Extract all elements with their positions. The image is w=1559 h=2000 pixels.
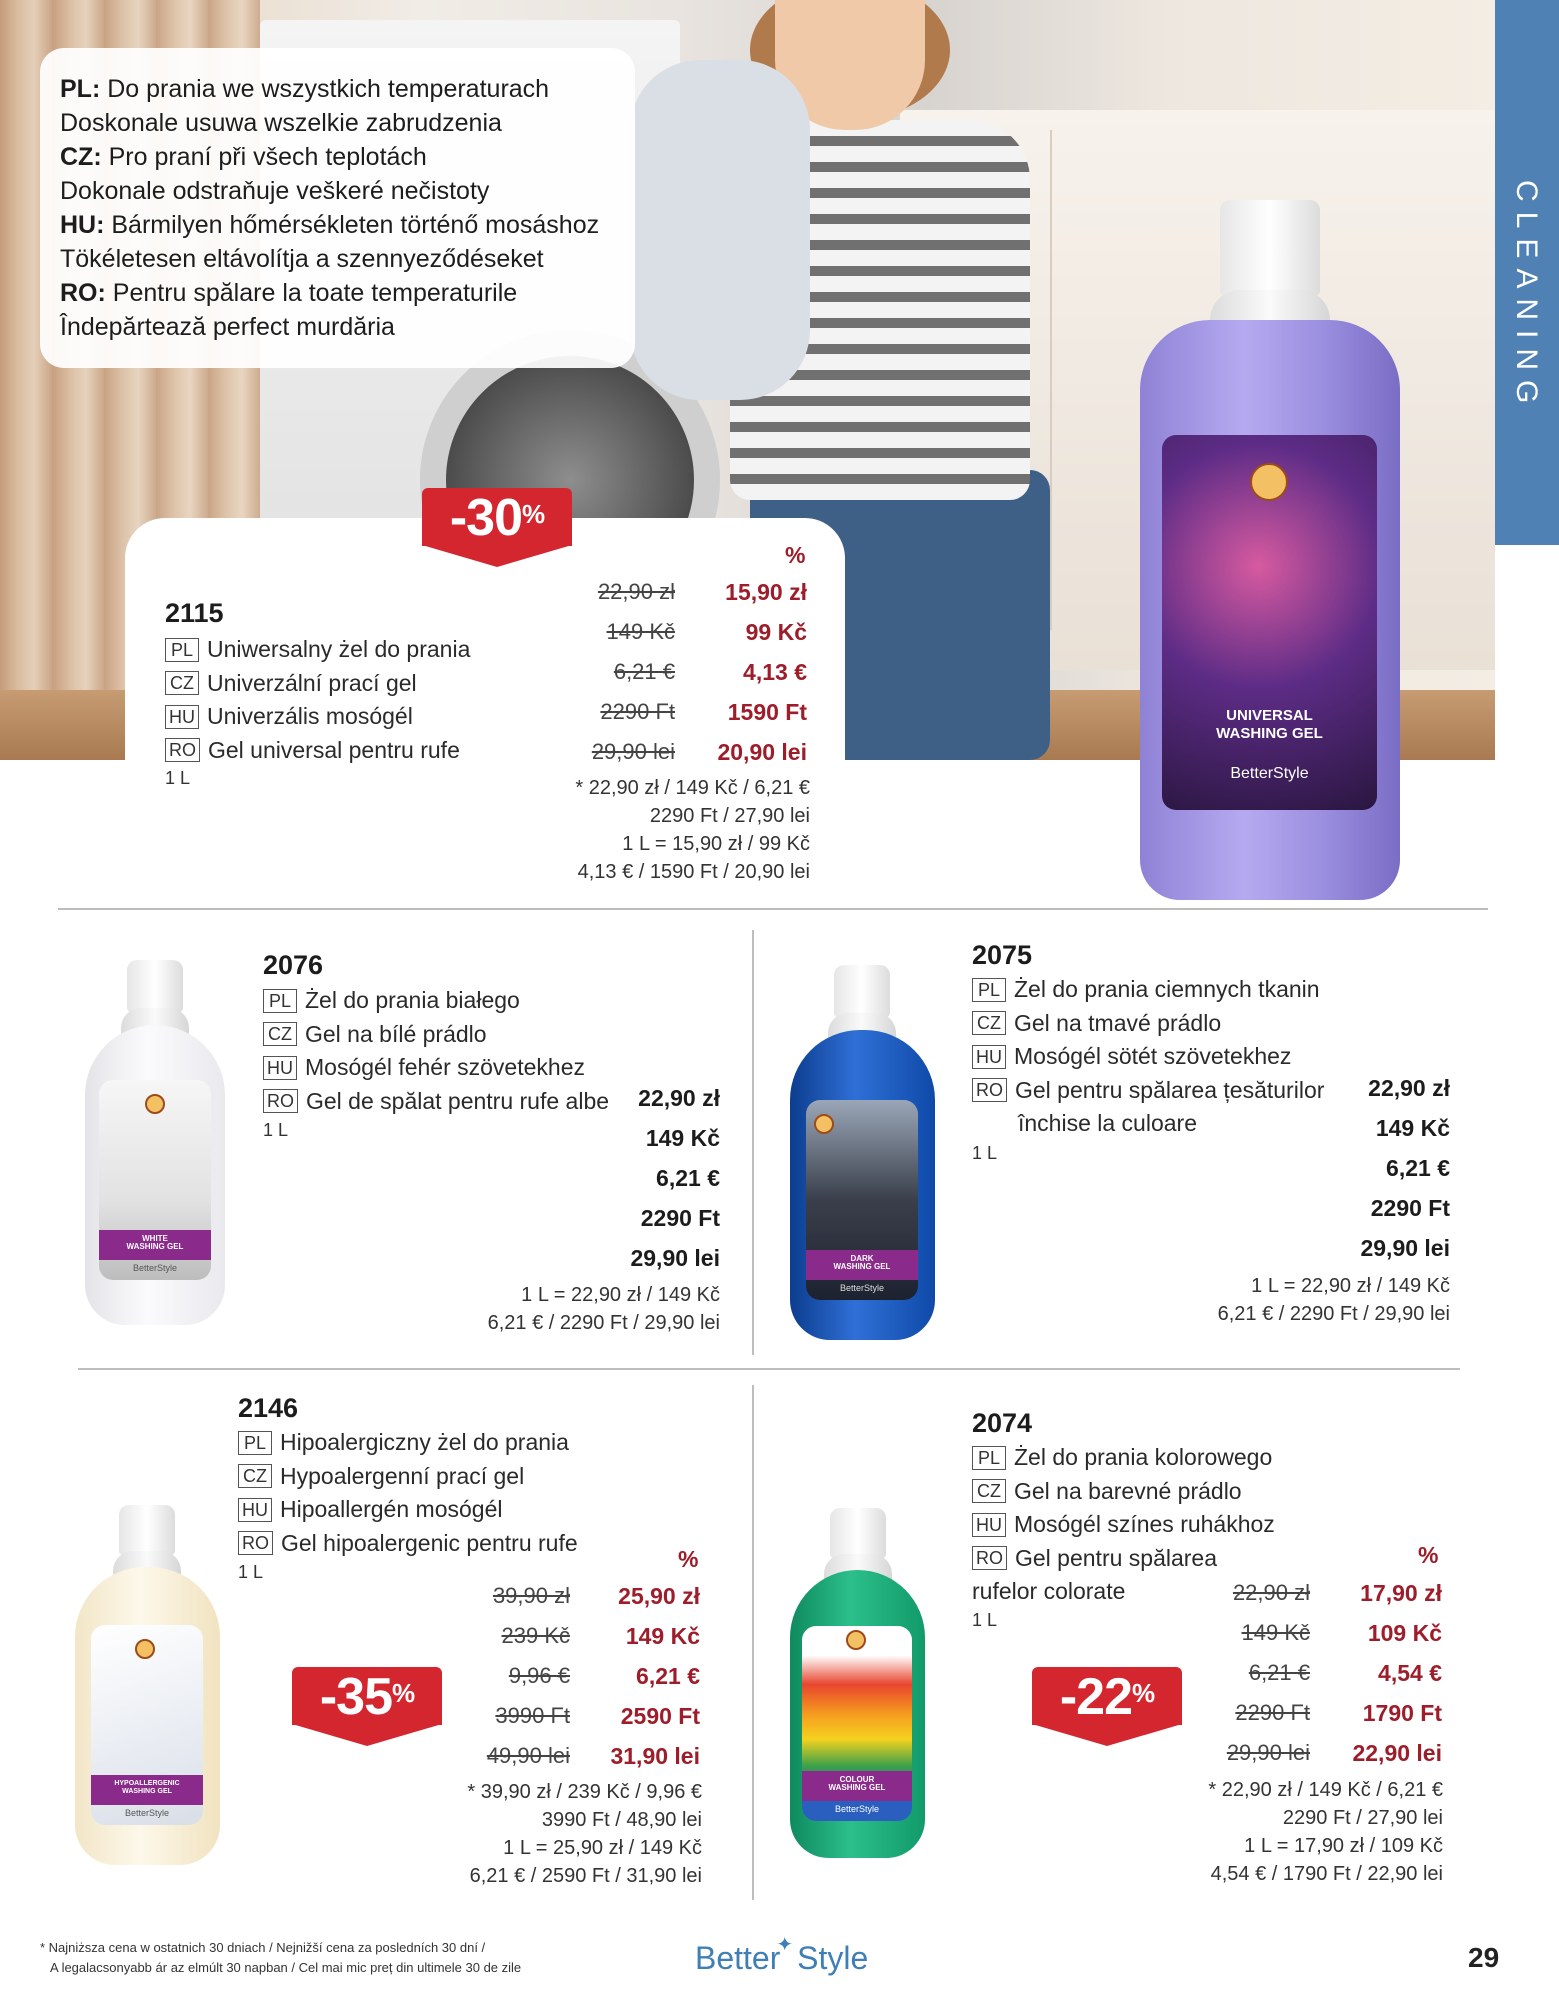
product-names-2076: PL Żel do prania białego CZ Gel na bílé prádlo HU Mosógél fehér szövetekhez RO Gel de spălat pentru rufe albe (263, 984, 609, 1118)
product-code-2075: 2075 (972, 940, 1033, 970)
volume-2074: 1 L (972, 1610, 998, 1630)
category-tab[interactable] (1495, 0, 1559, 545)
product-code-2115: 2115 (165, 598, 224, 628)
product-names-2075: PL Żel do prania ciemnych tkanin CZ Gel na tmavé prádlo HU Mosógél sötét szövetekhez RO Gel pentru spălarea țesăturilor închise la culoare (972, 973, 1324, 1141)
description-line: Doskonale usuwa wszelkie zabrudzenia (60, 109, 502, 137)
prices-2075: 22,90 zł 149 Kč 6,21 € 2290 Ft 29,90 lei (1360, 1075, 1450, 1261)
bottle-2075-image: DARK WASHING GEL BetterStyle (790, 965, 935, 1340)
product-names-2146: PL Hipoalergiczny żel do prania CZ Hypoalergenní prací gel HU Hipoallergén mosógél RO Gel hipoalergenic pentru rufe (238, 1426, 578, 1560)
description-line: HU: Bármilyen hőmérsékleten történő mosáshoz (60, 211, 600, 239)
percent-header-2146: % (678, 1546, 699, 1572)
volume-2115: 1 L (165, 768, 191, 788)
divider (752, 1385, 754, 1900)
percent-header-2115: % (785, 542, 806, 568)
product-names-2115: PL Uniwersalny żel do prania CZ Univerzální prací gel HU Univerzális mosógél RO Gel universal pentru rufe (165, 633, 470, 767)
new-prices-2115: 15,90 zł 99 Kč 4,13 € 1590 Ft 20,90 lei (717, 579, 807, 765)
new-prices-2074: 17,90 zł 109 Kč 4,54 € 1790 Ft 22,90 lei (1352, 1580, 1442, 1766)
divider (78, 1368, 1460, 1370)
product-names-2074: PL Żel do prania kolorowego CZ Gel na barevné prádlo HU Mosógél színes ruhákhoz RO Gel pentru spălarea rufelor colorate (972, 1444, 1275, 1605)
price-notes-2146: * 39,90 zł / 239 Kč / 9,96 € 3990 Ft / 48,90 lei 1 L = 25,90 zł / 149 Kč 6,21 € / 2590 Ft / 31,90 lei (467, 1781, 702, 1887)
description-line: Tökéletesen eltávolítja a szennyeződéseket (60, 245, 544, 273)
divider (58, 908, 1488, 910)
bottle-2146-image: HYPOALLERGENIC WASHING GEL BetterStyle (75, 1505, 220, 1865)
old-prices-2115: 22,90 zł 149 Kč 6,21 € 2290 Ft 29,90 lei (591, 579, 675, 764)
old-prices-2074: 22,90 zł 149 Kč 6,21 € 2290 Ft 29,90 lei (1226, 1580, 1310, 1765)
old-prices-2146: 39,90 zł 239 Kč 9,96 € 3990 Ft 49,90 lei (486, 1583, 570, 1768)
brand-right: Style (797, 1940, 869, 1976)
bottle-2115-image: UNIVERSAL WASHING GEL BetterStyle (1140, 200, 1400, 900)
price-notes-2074: * 22,90 zł / 149 Kč / 6,21 € 2290 Ft / 27,90 lei 1 L = 17,90 zł / 109 Kč 4,54 € / 1790 Ft / 22,90 lei (1208, 1779, 1443, 1885)
product-code-2074: 2074 (972, 1408, 1033, 1438)
description-line: CZ: Pro praní při všech teplotách (60, 143, 427, 171)
price-notes-2075: 1 L = 22,90 zł / 149 Kč 6,21 € / 2290 Ft / 29,90 lei (1217, 1275, 1450, 1325)
discount-badge-2115: -30% (422, 488, 572, 568)
product-code-2076: 2076 (263, 950, 324, 980)
product-code-2146: 2146 (238, 1393, 299, 1423)
new-prices-2146: 25,90 zł 149 Kč 6,21 € 2590 Ft 31,90 lei (610, 1583, 700, 1769)
brand-left: Better (695, 1940, 781, 1976)
bottle-2076-image: WHITE WASHING GEL BetterStyle (85, 960, 225, 1325)
description-card (40, 48, 635, 368)
volume-2146: 1 L (238, 1562, 264, 1582)
description-line: Îndepărtează perfect murdăria (60, 313, 395, 341)
description-line: RO: Pentru spălare la toate temperaturile (60, 279, 518, 307)
bottle-2074-image: COLOUR WASHING GEL BetterStyle (790, 1508, 925, 1858)
footer-disclaimer: * Najniższa cena w ostatnich 30 dniach / Nejnižší cena za posledních 30 dní / A legalacsonyabb ár az elmúlt 30 napban / Cel mai mic preț din ultimele 30 de zile (40, 1940, 522, 1975)
discount-badge-2074: -22% (1032, 1667, 1182, 1747)
description-line: Dokonale odstraňuje veškeré nečistoty (60, 177, 490, 205)
brand-logo[interactable] (695, 1934, 869, 1977)
prices-2076: 22,90 zł 149 Kč 6,21 € 2290 Ft 29,90 lei (630, 1085, 720, 1271)
percent-header-2074: % (1418, 1542, 1439, 1568)
volume-2075: 1 L (972, 1143, 998, 1163)
divider (752, 930, 754, 1355)
page-number: 29 (1468, 1942, 1500, 1973)
star-icon: ✦ (776, 1934, 794, 1956)
volume-2076: 1 L (263, 1120, 289, 1140)
price-notes-2115: * 22,90 zł / 149 Kč / 6,21 € 2290 Ft / 27,90 lei 1 L = 15,90 zł / 99 Kč 4,13 € / 1590 Ft / 20,90 lei (575, 777, 810, 883)
category-tab-label: CLEANING (1510, 180, 1543, 414)
description-line: PL: Do prania we wszystkich temperaturach (60, 75, 550, 103)
price-notes-2076: 1 L = 22,90 zł / 149 Kč 6,21 € / 2290 Ft / 29,90 lei (487, 1284, 720, 1334)
discount-badge-2146: -35% (292, 1667, 442, 1747)
